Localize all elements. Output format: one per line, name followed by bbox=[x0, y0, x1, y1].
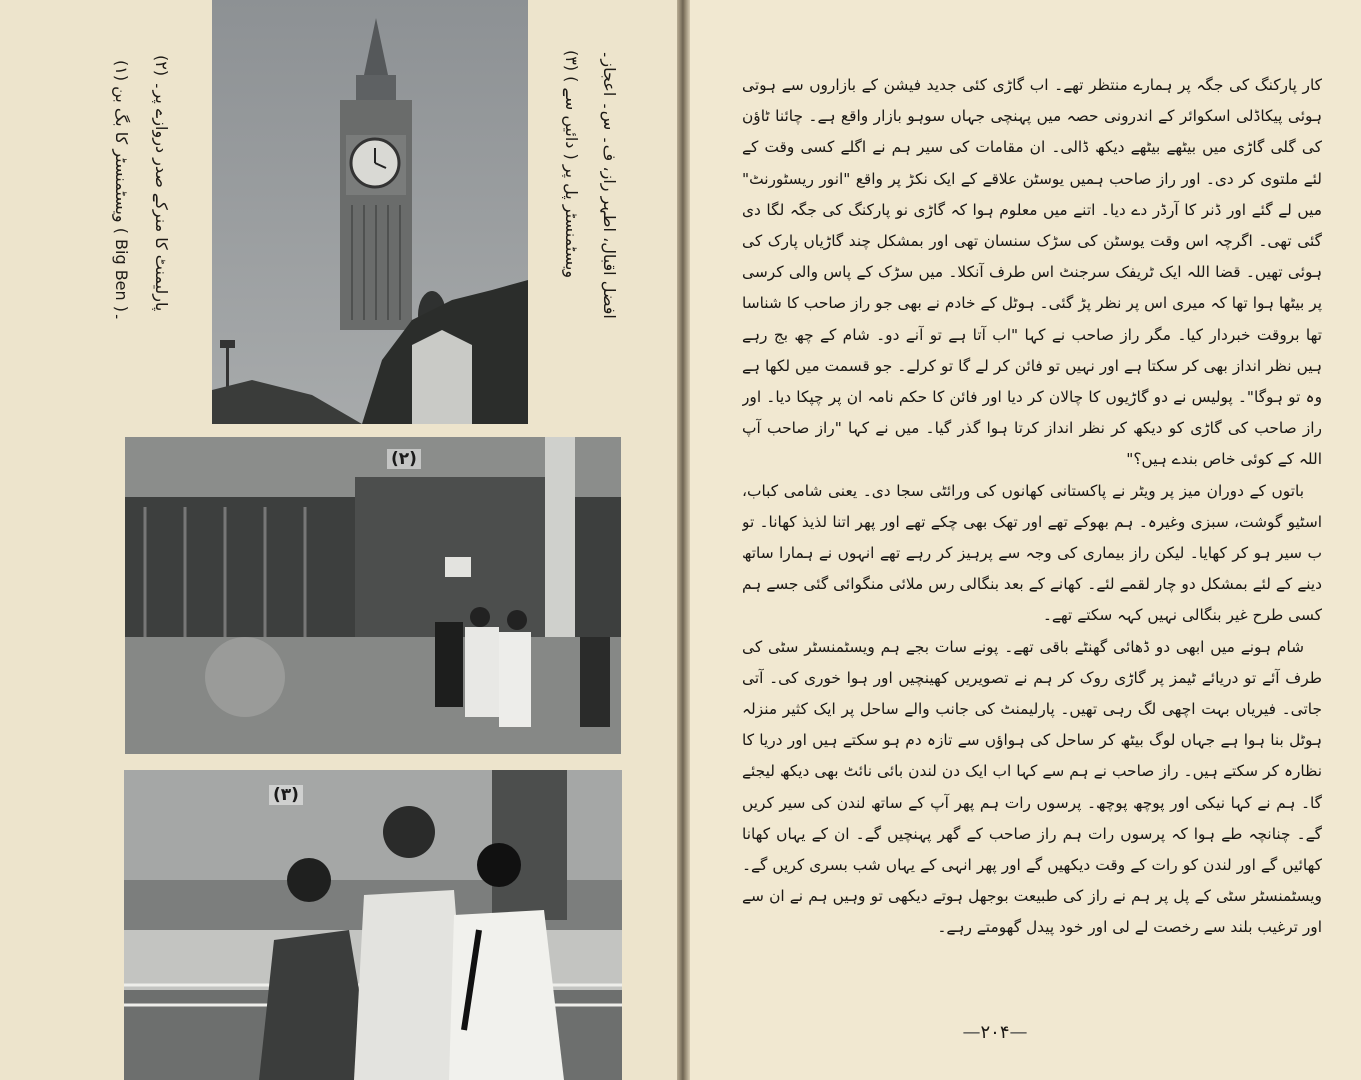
page-number-value: ۲۰۴ bbox=[980, 1022, 1010, 1043]
page-number bbox=[945, 1022, 1045, 1043]
paragraph: کار پارکنگ کی جگہ پر ہمارے منتظر تھے۔ اب گاڑی کئی جدید فیشن کے بازاروں سے ہوتی ہوئی پیکاڈلی اسکوائر کے اندرونی حصہ میں پہنچی جہاں سوہو بازار واقع ہے۔ چائنا ٹاؤن کی گلی گاڑی میں بیٹھے بیٹھے دیکھ ڈالی۔ ان مقامات کی سیر ہم نے اگلے کسی وقت کے لئے ملتوی کر دی۔ اور راز صاحب ہمیں یوسٹن علاقے کے ایک نکڑ پر واقع "انور ریسٹورنٹ" میں لے گئے اور ڈنر کا آرڈر دے دیا۔ اتنے میں معلوم ہوا کہ گاڑی نو پارکنگ کی جگہ لگا دی گئی تھی۔ اگرچہ اس وقت یوسٹن کی سڑک سنسان تھی اور بمشکل چند گاڑیاں پارک کی ہوئی تھیں۔ قضا اللہ ایک ٹریفک سرجنٹ اس طرف آنکلا۔ میں سڑک کے پاس والی کرسی پر بیٹھا ہوا تھا کہ میری اس پر نظر پڑ گئی۔ ہوٹل کے خادم نے بھی جو راز صاحب کا شناسا تھا بروقت خبردار کیا۔ مگر راز صاحب نے کہا "اب آتا ہے تو آنے دو۔ شام کے چھ بج رہے ہیں نظر انداز بھی کر سکتا ہے اور نہیں تو فائن کر لے گا تو کرلے۔ جو قسمت میں لکھا ہے وہ تو ہوگا"۔ پولیس نے دو گاڑیوں کا چالان کر دیا اور فائن کا حکم نامہ ان پر چپکا دیا۔ اور راز صاحب کی گاڑی کو دیکھ کر نظر انداز کرتا ہوا گذر گیا۔ میں نے کہا "راز صاحب آپ اللہ کے کوئی خاص بندے ہیں؟" bbox=[742, 76, 1322, 469]
left-page bbox=[0, 0, 677, 1080]
caption-4: افضل اقبال، اطہر راز، ف۔ س۔ اعجاز۔ bbox=[600, 50, 619, 319]
westminster-bridge-image bbox=[124, 770, 622, 1080]
paragraph: شام ہونے میں ابھی دو ڈھائی گھنٹے باقی تھے۔ پونے سات بجے ہم ویسٹمنسٹر سٹی کی طرف آئے تو دریائے ٹیمز پر گاڑی روک کر ہم نے تصویریں کھینچیں اور ہوا خوری کی۔ آتی جاتی۔ فیریاں بہت اچھی لگ رہی تھیں۔ پارلیمنٹ کی جانب والے ساحل پر ایک کثیر منزلہ ہوٹل بنا ہوا ہے جہاں لوگ بیٹھ کر ساحل کی ہواؤں سے تازہ دم ہو سکتے ہیں اور دریا کا نظارہ کر سکتے ہیں۔ راز صاحب نے ہم سے کہا اب ایک دن لندن بائی نائٹ بھی دیکھ لیجئے گا۔ ہم نے کہا نیکی اور پوچھ پوچھ۔ پرسوں رات ہم پھر آپ کے ساتھ لندن کی سیر کریں گے۔ چنانچہ طے ہوا کہ پرسوں رات ہم راز صاحب کے گھر پہنچیں گے۔ ان کے یہاں کھانا کھائیں گے اور لندن کو رات کے وقت دیکھیں گے اور پھر انہی کے یہاں شب بسری کریں گے۔ ویسٹمنسٹر سٹی کے پل پر ہم نے راز کی طبیعت بوجھل ہوتے دیکھی تو وہیں ہم نے ان سے اور ترغیب بلند سے رخصت لے لی اور خود پیدل گھومتے رہے۔ bbox=[742, 637, 1322, 937]
article-body bbox=[742, 70, 1322, 990]
photo-number-2: (۲) bbox=[387, 449, 421, 469]
caption-1: (۱) ویسٹمنسٹر کا بگ بن ( Big Ben )۔ bbox=[112, 60, 131, 322]
caption-2: (۲) پارلیمنٹ کا منرکے صدر دروازے پر۔ bbox=[152, 55, 171, 312]
paragraph: باتوں کے دوران میز پر ویٹر نے پاکستانی کھانوں کی ورائٹی سجا دی۔ یعنی شامی کباب، اسٹیو گوشت، سبزی وغیرہ۔ ہم بھوکے تھے اور تھک بھی چکے تھے اور پھر اتنا لذیذ کھانا۔ تو ب سیر ہو کر کھایا۔ لیکن راز بیماری کی وجہ سے پرہیز کر رہے تھے انہوں نے ہمارا ساتھ دینے کے لئے بمشکل دو چار لقمے لئے۔ کھانے کے بعد بنگالی رس ملائی منگوائی گئی جسے ہم کسی طرح غیر بنگالی نہیں کہہ سکتے تھے۔ bbox=[742, 481, 1322, 625]
parliament-gate-image bbox=[125, 437, 621, 754]
book-gutter bbox=[677, 0, 690, 1080]
photo-westminster-bridge bbox=[124, 770, 622, 1080]
photo-big-ben bbox=[212, 0, 528, 424]
big-ben-image bbox=[212, 0, 528, 424]
caption-3: (۳) ویسٹمنسٹر پل پر ( دائیں سے ) bbox=[562, 50, 581, 279]
photo-parliament-gate bbox=[125, 437, 621, 754]
photo-number-3: (۳) bbox=[269, 785, 303, 805]
